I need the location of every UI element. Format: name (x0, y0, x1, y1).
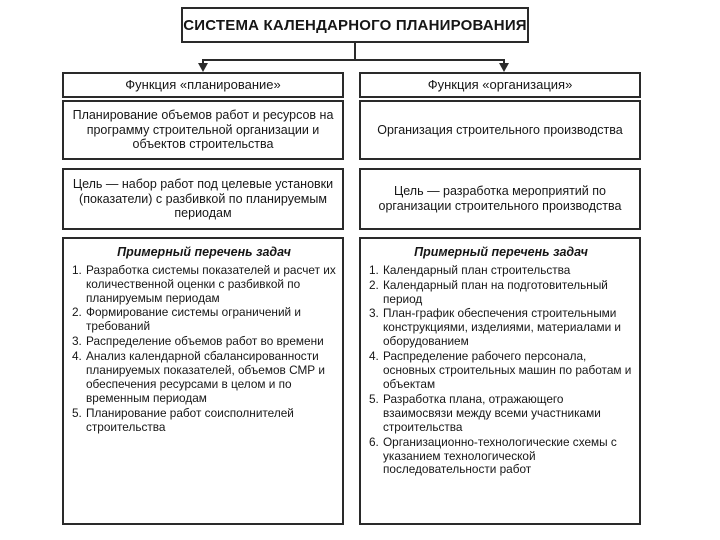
planning-goal-box: Цель — набор работ под целевые установки (показатели) с разбивкой по планируемым периодам (62, 168, 344, 230)
list-item: 4. Анализ календарной сбалансированности планируемых показателей, объемов СМР и обеспечения ресурсами в целом и по временным периодам (72, 349, 326, 405)
list-item: 2. Календарный план на подготовительный период (369, 277, 608, 306)
arrow-left (198, 63, 208, 72)
arrow-right (499, 63, 509, 72)
function-organization-box: Функция «организация» (359, 72, 641, 98)
list-item: 5. Планирование работ соисполнителей строительства (72, 405, 294, 434)
diagram-title: СИСТЕМА КАЛЕНДАРНОГО ПЛАНИРОВАНИЯ (181, 7, 529, 43)
organization-tasks-box (359, 237, 641, 525)
list-item: 3. План-график обеспечения строительными конструкциями, изделиями, материалами и оборудованием (369, 306, 622, 349)
organization-goal-box: Цель — разработка мероприятий по организации строительного производства (359, 168, 641, 230)
list-item: 2. Формирование системы ограничений и требований (72, 305, 301, 334)
function-planning-box: Функция «планирование» (62, 72, 344, 98)
list-item: 5. Разработка плана, отражающего взаимосвязи между всеми участниками строительства (369, 391, 601, 434)
list-item: 1. Календарный план строительства (369, 262, 571, 277)
list-item: 6. Организационно-технологические схемы с указанием технологической последовательности работ (369, 434, 617, 477)
planning-description-box: Планирование объемов работ и ресурсов на программу строительной организации и объектов строительства (62, 100, 344, 160)
organization-description-box: Организация строительного производства (359, 100, 641, 160)
planning-tasks-title: Примерный перечень задач (117, 245, 291, 259)
connector-title-down (354, 43, 356, 60)
organization-tasks-title: Примерный перечень задач (414, 245, 588, 259)
planning-tasks-box (62, 237, 344, 525)
list-item: 1. Разработка системы показателей и расчет их количественной оценки с разбивкой по планируемым периодам (72, 262, 336, 305)
list-item: 3. Распределение объемов работ во времени (72, 334, 324, 349)
list-item: 4. Распределение рабочего персонала, основных строительных машин по работам и объектам (369, 349, 632, 391)
connector-horizontal (202, 59, 504, 61)
